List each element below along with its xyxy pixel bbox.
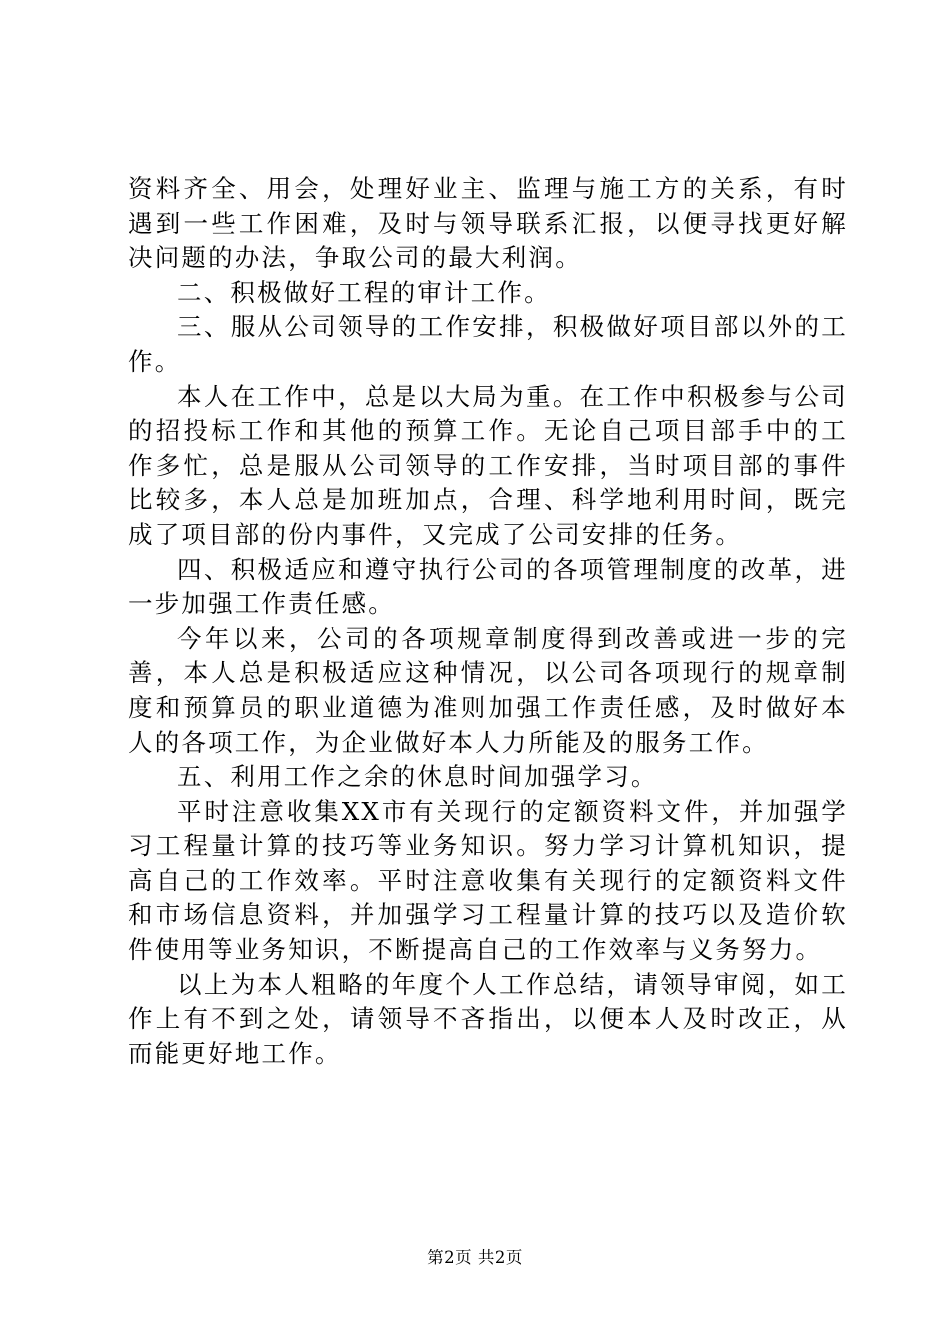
page-number-footer: 第2页 共2页 <box>427 1248 523 1267</box>
paragraph-study-details: 平时注意收集XX市有关现行的定额资料文件，并加强学习工程量计算的技巧等业务知识。努力学习计算机知识，提高自己的工作效率。平时注意收集有关现行的定额资料文件和市场信息资料，并加强学习工程量计算的技巧以及造价软件使用等业务知识，不断提高自己的工作效率与义务努力。 <box>128 796 848 965</box>
document-body <box>128 172 848 1071</box>
paragraph-continuation: 资料齐全、用会，处理好业主、监理与施工方的关系，有时遇到一些工作困难，及时与领导联系汇报，以便寻找更好解决问题的办法，争取公司的最大利润。 <box>128 174 848 273</box>
paragraph-overall-situation: 本人在工作中，总是以大局为重。在工作中积极参与公司的招投标工作和其他的预算工作。无论自己项目部手中的工作多忙，总是服从公司领导的工作安排，当时项目部的事件比较多，本人总是加班加点，合理、科学地利用时间，既完成了项目部的份内事件，又完成了公司安排的任务。 <box>128 381 848 549</box>
heading-four-regulations: 四、积极适应和遵守执行公司的各项管理制度的改革，进一步加强工作责任感。 <box>128 554 848 619</box>
heading-two-audit: 二、积极做好工程的审计工作。 <box>177 277 551 307</box>
heading-five-study: 五、利用工作之余的休息时间加强学习。 <box>177 762 658 792</box>
heading-three-arrangement: 三、服从公司领导的工作安排，积极做好项目部以外的工作。 <box>128 312 848 376</box>
paragraph-this-year: 今年以来，公司的各项规章制度得到改善或进一步的完善，本人总是积极适应这种情况，以公司各项现行的规章制度和预算员的职业道德为准则加强工作责任感，及时做好本人的各项工作，为企业做好本人力所能及的服务工作。 <box>128 623 848 757</box>
paragraph-conclusion: 以上为本人粗略的年度个人工作总结，请领导审阅，如工作上有不到之处，请领导不吝指出，以便本人及时改正，从而能更好地工作。 <box>128 969 848 1068</box>
